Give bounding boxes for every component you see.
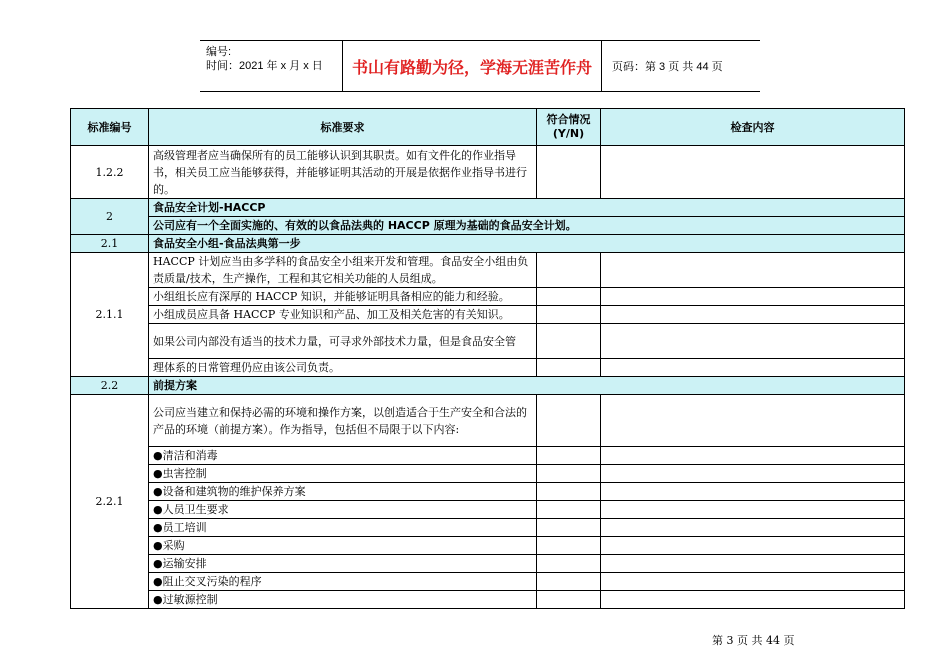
row-id-1-2-2: 1.2.2 [71, 146, 149, 199]
table-row [71, 519, 905, 537]
col-header-check-content: 检查内容 [601, 109, 905, 146]
list-item: ●过敏源控制 [149, 591, 537, 609]
compliance-cell[interactable] [537, 573, 601, 591]
header-page-text: 页码：第 3 页 共 44 页 [612, 61, 723, 73]
check-content-cell[interactable] [601, 519, 905, 537]
list-item: ●运输安排 [149, 555, 537, 573]
page-footer: 第 3 页 共 44 页 [712, 634, 795, 647]
table-row [71, 591, 905, 609]
section-row-2-1 [71, 235, 905, 253]
col-header-standard-id: 标准编号 [71, 109, 149, 146]
table-row [71, 288, 905, 306]
compliance-cell[interactable] [537, 288, 601, 306]
row-text-2-1-1-b: 小组组长应有深厚的 HACCP 知识，并能够证明具备相应的能力和经验。 [149, 288, 537, 306]
compliance-cell[interactable] [537, 537, 601, 555]
compliance-cell[interactable] [537, 447, 601, 465]
section-id-2-1: 2.1 [71, 235, 149, 253]
header-motto: 书山有路勤为径，学海无涯苦作舟 [342, 41, 602, 91]
check-content-cell[interactable] [601, 359, 905, 377]
header-meta [200, 41, 342, 91]
list-item: ●人员卫生要求 [149, 501, 537, 519]
doc-date: 时间：2021 年 x 月 x 日 [206, 60, 323, 72]
compliance-cell[interactable] [537, 465, 601, 483]
section-row-2-2 [71, 377, 905, 395]
table-row [71, 306, 905, 324]
section-title-2-2: 前提方案 [149, 377, 905, 395]
check-content-cell[interactable] [601, 447, 905, 465]
row-text-1-2-2: 高级管理者应当确保所有的员工能够认识到其职责。如有文件化的作业指导书，相关员工应当能够获得，并能够证明其活动的开展是依据作业指导书进行的。 [149, 146, 537, 199]
row-text-2-1-1-c: 小组成员应具备 HACCP 专业知识和产品、加工及相关危害的有关知识。 [149, 306, 537, 324]
row-text-2-1-1-d: 如果公司内部没有适当的技术力量，可寻求外部技术力量，但是食品安全管 [149, 324, 537, 359]
section-desc-row-2 [71, 217, 905, 235]
compliance-cell[interactable] [537, 591, 601, 609]
compliance-cell[interactable] [537, 359, 601, 377]
compliance-cell[interactable] [537, 483, 601, 501]
standards-table [70, 108, 905, 609]
section-title-2-1: 食品安全小组-食品法典第一步 [149, 235, 905, 253]
page-header [200, 40, 760, 92]
compliance-cell[interactable] [537, 395, 601, 447]
doc-number-label: 编号: [206, 46, 232, 58]
compliance-cell[interactable] [537, 324, 601, 359]
section-id-2: 2 [71, 199, 149, 235]
check-content-cell[interactable] [601, 395, 905, 447]
list-item: ●阻止交叉污染的程序 [149, 573, 537, 591]
table-row [71, 537, 905, 555]
compliance-cell[interactable] [537, 501, 601, 519]
check-content-cell[interactable] [601, 501, 905, 519]
check-content-cell[interactable] [601, 146, 905, 199]
check-content-cell[interactable] [601, 465, 905, 483]
section-id-2-2: 2.2 [71, 377, 149, 395]
section-row-2 [71, 199, 905, 217]
compliance-cell[interactable] [537, 519, 601, 537]
header-page-number [604, 41, 760, 91]
table-row [71, 447, 905, 465]
section-title-2: 食品安全计划-HACCP [149, 199, 905, 217]
check-content-cell[interactable] [601, 555, 905, 573]
list-item: ●员工培训 [149, 519, 537, 537]
row-id-2-1-1: 2.1.1 [71, 253, 149, 377]
table-row [71, 483, 905, 501]
list-item: ●设备和建筑物的维护保养方案 [149, 483, 537, 501]
table-row [71, 395, 905, 447]
check-content-cell[interactable] [601, 591, 905, 609]
table-row [71, 359, 905, 377]
compliance-cell[interactable] [537, 253, 601, 288]
check-content-cell[interactable] [601, 324, 905, 359]
compliance-cell[interactable] [537, 146, 601, 199]
compliance-cell[interactable] [537, 555, 601, 573]
check-content-cell[interactable] [601, 483, 905, 501]
table-row [71, 146, 905, 199]
check-content-cell[interactable] [601, 306, 905, 324]
table-row [71, 253, 905, 288]
list-item: ●虫害控制 [149, 465, 537, 483]
row-id-2-2-1: 2.2.1 [71, 395, 149, 609]
table-row [71, 465, 905, 483]
list-item: ●采购 [149, 537, 537, 555]
table-header-row [71, 109, 905, 146]
check-content-cell[interactable] [601, 537, 905, 555]
table-row [71, 501, 905, 519]
row-text-2-1-1-a: HACCP 计划应当由多学科的食品安全小组来开发和管理。食品安全小组由负责质量/技术，生产操作，工程和其它相关功能的人员组成。 [149, 253, 537, 288]
col-header-requirement: 标准要求 [149, 109, 537, 146]
list-item: ●清洁和消毒 [149, 447, 537, 465]
compliance-cell[interactable] [537, 306, 601, 324]
check-content-cell[interactable] [601, 288, 905, 306]
row-text-2-1-1-e: 理体系的日常管理仍应由该公司负责。 [149, 359, 537, 377]
table-row [71, 324, 905, 359]
table-row [71, 555, 905, 573]
section-desc-2: 公司应有一个全面实施的、有效的以食品法典的 HACCP 原理为基础的食品安全计划。 [149, 217, 905, 235]
table-row [71, 573, 905, 591]
check-content-cell[interactable] [601, 253, 905, 288]
check-content-cell[interactable] [601, 573, 905, 591]
col-header-compliance: 符合情况 (Y/N) [537, 109, 601, 146]
row-text-2-2-1-intro: 公司应当建立和保持必需的环境和操作方案，以创造适合于生产安全和合法的产品的环境（前提方案）。作为指导，包括但不局限于以下内容: [149, 395, 537, 447]
